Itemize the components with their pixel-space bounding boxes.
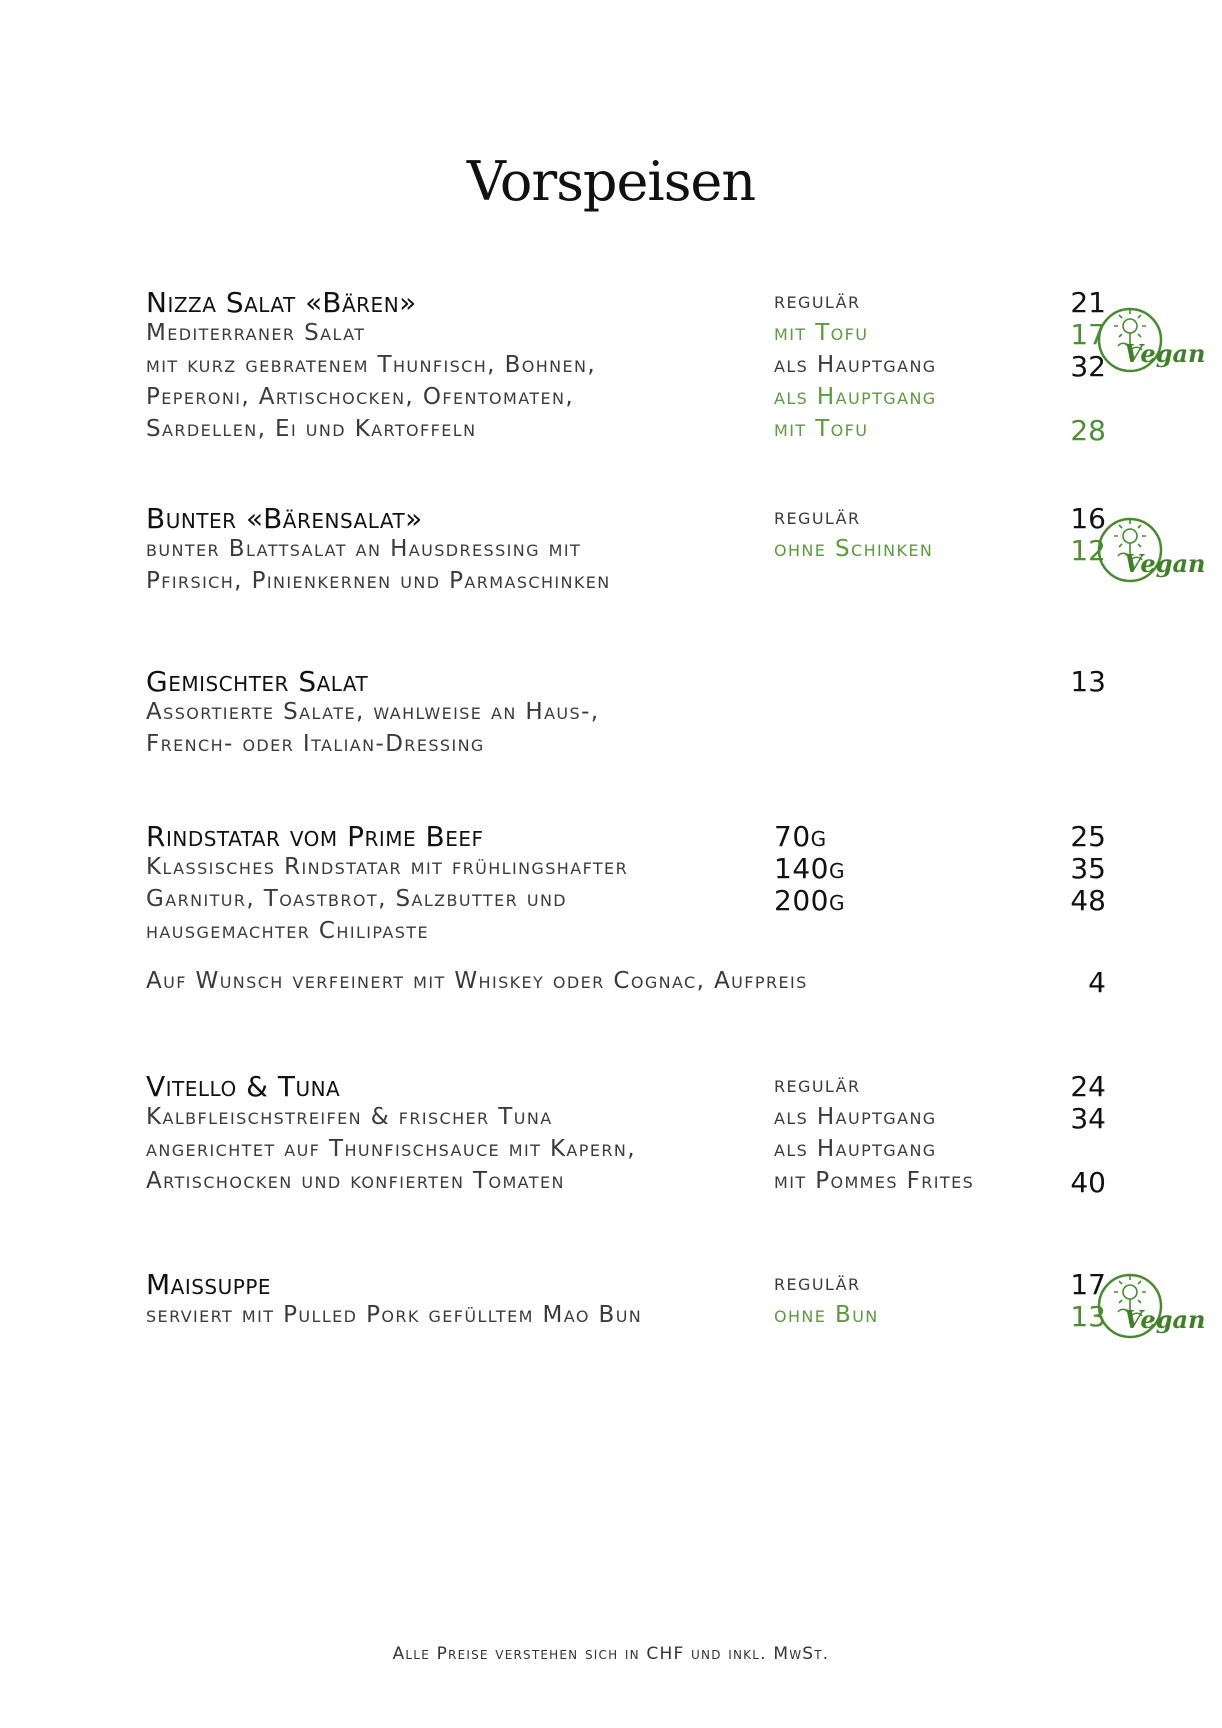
- dish-description: French- oder Italian-Dressing: [146, 731, 485, 757]
- option-label: regulär: [774, 1072, 861, 1098]
- vegan-logo-text: Vegan: [1124, 1305, 1206, 1334]
- menu-item-gemischter-salat: [146, 665, 1106, 761]
- price: 34: [1070, 1102, 1106, 1135]
- page-title: Vorspeisen: [466, 150, 756, 213]
- price: 17: [1070, 318, 1106, 351]
- option-label: als Hauptgang: [774, 1136, 937, 1162]
- dish-description: Sardellen, Ei und Kartoffeln: [146, 416, 477, 442]
- menu-item-nizza-salat: [146, 286, 1106, 446]
- dish-description: Pfirsich, Pinienkernen und Parmaschinken: [146, 568, 611, 594]
- vegan-logo-text: Vegan: [1124, 339, 1206, 368]
- dish-name: Vitello & Tuna: [146, 1070, 341, 1103]
- price: 13: [1070, 665, 1106, 698]
- dish-description: Garnitur, Toastbrot, Salzbutter und: [146, 886, 568, 912]
- price: 24: [1070, 1070, 1106, 1103]
- option-label: mit Tofu: [774, 320, 869, 346]
- option-label: ohne Bun: [774, 1302, 879, 1328]
- dish-description: bunter Blattsalat an Hausdressing mit: [146, 536, 582, 562]
- price: 16: [1070, 502, 1106, 535]
- option-label: mit Pommes Frites: [774, 1168, 975, 1194]
- dish-name: Maissuppe: [146, 1268, 272, 1301]
- price: 32: [1070, 350, 1106, 383]
- vegan-logo-icon: [1096, 306, 1206, 378]
- option-label: regulär: [774, 1270, 861, 1296]
- price: 28: [1070, 414, 1106, 447]
- dish-description: hausgemachter Chilipaste: [146, 918, 429, 944]
- option-label: regulär: [774, 288, 861, 314]
- price: 13: [1070, 1300, 1106, 1333]
- vegan-logo-text: Vegan: [1124, 549, 1206, 578]
- option-label: als Hauptgang: [774, 1104, 937, 1130]
- vegan-logo-icon: [1096, 516, 1206, 588]
- menu-item-baerensalat: [146, 502, 1106, 598]
- option-label: 140g: [774, 852, 845, 885]
- dish-description: Artischocken und konfierten Tomaten: [146, 1168, 565, 1194]
- menu-item-rindstatar: [146, 820, 1106, 998]
- option-label: mit Tofu: [774, 416, 869, 442]
- option-label: als Hauptgang: [774, 384, 937, 410]
- dish-description: serviert mit Pulled Pork gefülltem Mao Bun: [146, 1302, 643, 1328]
- price: 21: [1070, 286, 1106, 319]
- dish-description: Mediterraner Salat: [146, 320, 366, 346]
- dish-description: Peperoni, Artischocken, Ofentomaten,: [146, 384, 575, 410]
- dish-name: Nizza Salat «Bären»: [146, 286, 417, 319]
- dish-description: mit kurz gebratenem Thunfisch, Bohnen,: [146, 352, 597, 378]
- option-label: ohne Schinken: [774, 536, 934, 562]
- dish-name: Bunter «Bärensalat»: [146, 502, 423, 535]
- dish-description: Kalbfleischstreifen & frischer Tuna: [146, 1104, 553, 1130]
- dish-description: Assortierte Salate, wahlweise an Haus-,: [146, 699, 600, 725]
- dish-description: Klassisches Rindstatar mit frühlingshafter: [146, 854, 629, 880]
- option-label: 70g: [774, 820, 827, 853]
- price: 12: [1070, 534, 1106, 567]
- price: 17: [1070, 1268, 1106, 1301]
- footer-note: Alle Preise verstehen sich in CHF und inkl. MwSt.: [392, 1644, 830, 1664]
- price: 4: [1088, 966, 1106, 999]
- menu-item-maissuppe: [146, 1268, 1106, 1332]
- dish-name: Rindstatar vom Prime Beef: [146, 820, 484, 853]
- price: 25: [1070, 820, 1106, 853]
- surcharge-note: Auf Wunsch verfeinert mit Whiskey oder Cognac, Aufpreis: [146, 968, 808, 994]
- vegan-logo-icon: [1096, 1272, 1206, 1344]
- price: 48: [1070, 884, 1106, 917]
- dish-name: Gemischter Salat: [146, 665, 369, 698]
- price: 35: [1070, 852, 1106, 885]
- option-label: regulär: [774, 504, 861, 530]
- option-label: 200g: [774, 884, 845, 917]
- option-label: als Hauptgang: [774, 352, 937, 378]
- menu-item-vitello-tuna: [146, 1070, 1106, 1198]
- price: 40: [1070, 1166, 1106, 1199]
- dish-description: angerichtet auf Thunfischsauce mit Kapern,: [146, 1136, 636, 1162]
